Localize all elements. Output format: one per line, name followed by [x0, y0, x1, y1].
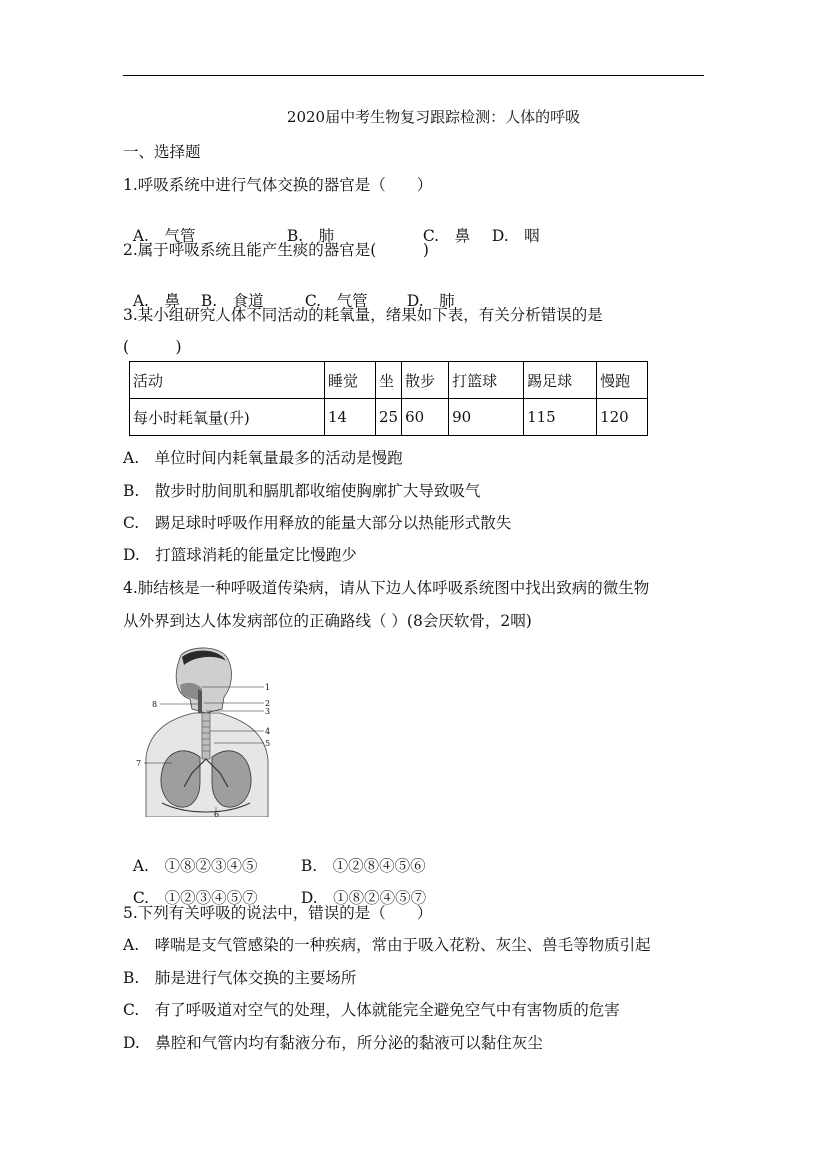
question-5-option-d: D. 鼻腔和气管内均有黏液分布，所分泌的黏液可以黏住灰尘	[123, 1034, 543, 1052]
figure-label: 1	[265, 683, 271, 692]
option-d: D. 咽	[491, 227, 540, 245]
header-rule	[123, 75, 704, 76]
table-cell: 慢跑	[597, 362, 648, 399]
table-cell: 活动	[130, 362, 325, 399]
question-1-stem: 1.呼吸系统中进行气体交换的器官是（ ）	[123, 176, 433, 194]
question-3-option-d: D. 打篮球消耗的能量定比慢跑少	[123, 546, 357, 564]
section-heading: 一、选择题	[123, 143, 201, 161]
question-3-stem-cont: ( )	[123, 338, 182, 356]
figure-label: 7	[136, 759, 142, 768]
figure-label: 4	[265, 727, 271, 736]
figure-label: 2	[265, 699, 271, 708]
table-cell: 散步	[402, 362, 449, 399]
table-row	[130, 399, 648, 436]
question-3-option-a: A. 单位时间内耗氧量最多的活动是慢跑	[123, 449, 403, 467]
table-cell: 打篮球	[449, 362, 524, 399]
question-5-option-a: A. 哮喘是支气管感染的一种疾病，常由于吸入花粉、灰尘、兽毛等物质引起	[123, 936, 651, 954]
table-cell: 90	[449, 399, 524, 436]
table-cell: 坐	[376, 362, 402, 399]
option-c: C. 鼻	[422, 227, 471, 245]
question-5-option-b: B. 肺是进行气体交换的主要场所	[123, 969, 357, 987]
table-cell: 14	[325, 399, 376, 436]
oxygen-consumption-table	[129, 361, 648, 436]
respiratory-system-diagram	[136, 647, 282, 817]
table-cell: 睡觉	[325, 362, 376, 399]
option-a: A. ①⑧②③④⑤	[132, 857, 258, 875]
question-2-stem: 2.属于呼吸系统且能产生痰的器官是( )	[123, 241, 429, 259]
table-cell: 60	[402, 399, 449, 436]
table-cell: 每小时耗氧量(升)	[130, 399, 325, 436]
figure-label: 3	[265, 707, 271, 716]
option-a: A. 气管	[132, 227, 196, 245]
question-5-option-c: C. 有了呼吸道对空气的处理，人体就能完全避免空气中有害物质的危害	[123, 1001, 620, 1019]
question-3-stem: 3.某小组研究人体不同活动的耗氧量，绪果如下表，有关分析错误的是	[123, 306, 603, 324]
figure-label: 5	[265, 739, 271, 748]
question-4-stem-cont: 从外界到达人体发病部位的正确路线（ ）(8会厌软骨，2咽)	[123, 612, 532, 630]
table-cell: 25	[376, 399, 402, 436]
option-b: B. ①②⑧④⑤⑥	[300, 857, 426, 875]
question-3-option-b: B. 散步时肋间肌和膈肌都收缩使胸廓扩大导致吸气	[123, 482, 481, 500]
question-5-stem: 5.下列有关呼吸的说法中，错误的是（ ）	[123, 904, 433, 922]
option-c: C. ①②③④⑤⑦	[132, 889, 258, 907]
table-cell: 踢足球	[524, 362, 597, 399]
option-d: D. ①⑧②④⑤⑦	[300, 889, 427, 907]
question-3-option-c: C. 踢足球时呼吸作用释放的能量大部分以热能形式散失	[123, 514, 512, 532]
figure-label: 6	[214, 810, 220, 817]
option-c: C. 气管	[304, 292, 368, 310]
option-a: A. 鼻	[132, 292, 180, 310]
page-title: 2020届中考生物复习跟踪检测：人体的呼吸	[286, 108, 581, 126]
table-header-row	[130, 362, 648, 399]
option-b: B. 食道	[200, 292, 264, 310]
table-cell: 120	[597, 399, 648, 436]
option-b: B. 肺	[286, 227, 335, 245]
question-4-stem: 4.肺结核是一种呼吸道传染病，请从下边人体呼吸系统图中找出致病的微生物	[123, 579, 650, 597]
figure-label: 8	[152, 700, 158, 709]
table-cell: 115	[524, 399, 597, 436]
option-d: D. 肺	[406, 292, 455, 310]
